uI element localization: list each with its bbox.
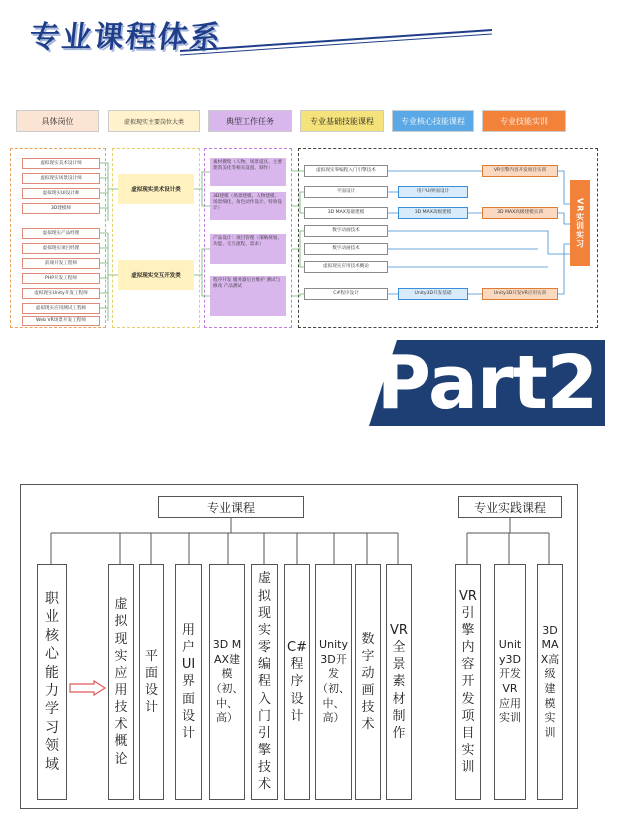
root-practice: 专业实践课程: [458, 496, 562, 518]
task-item: 产品设计：项目管理（策略规划、功能、交互流程、需求）: [210, 234, 286, 264]
core-area-box: 职业核心能力学习领域: [37, 564, 67, 800]
task-item: 素材搜集（人物、场景道具、主要建筑美化等相关设置、制作）: [210, 158, 286, 186]
position-item: 虚拟现实Unity开发工程师: [22, 288, 100, 299]
header-training: 专业技能实训: [482, 110, 566, 132]
foundation-course: 平面设计: [304, 186, 388, 198]
position-item: 虚拟现实美术设计师: [22, 158, 100, 169]
header-positions: 具体岗位: [16, 110, 99, 132]
position-item: 虚拟现实应用测试工程师: [22, 303, 100, 314]
core-course: 用户UI界面设计: [398, 186, 468, 198]
practice-column: Unity3D开发VR应用实训: [494, 564, 526, 800]
arrow-right-icon: [68, 680, 108, 696]
header-categories: 虚拟现实主要岗位大类: [108, 110, 200, 132]
course-column: 虚拟现实零编程入门引擎技术: [251, 564, 278, 800]
category-dev: 虚拟现实交互开发类: [118, 260, 194, 290]
root-courses: 专业课程: [158, 496, 304, 518]
foundation-course: 虚拟现实零编程入门引擎技术: [304, 165, 388, 177]
position-item: 虚拟现实项目经理: [22, 243, 100, 254]
core-course: 3D MAX高级建模: [398, 207, 468, 219]
course-column: VR全景素材制作: [386, 564, 412, 800]
task-item: 程序开发 服务器后台维护 测试与修改 产品测试: [210, 276, 286, 316]
course-column: 数字动画技术: [355, 564, 381, 800]
position-item: 虚拟现实场景设计师: [22, 173, 100, 184]
position-item: 前端开发工程师: [22, 258, 100, 269]
foundation-course: 数字动画技术: [304, 225, 388, 237]
task-item: 3D建模（场景建模、人物建模、场景细化、角色动作设计、特效设计）: [210, 192, 286, 220]
position-item: 虚拟现实UI设计师: [22, 188, 100, 199]
category-art: 虚拟现实美术设计类: [118, 174, 194, 204]
header-tasks: 典型工作任务: [208, 110, 292, 132]
vr-training-box: VR实训实习: [570, 180, 590, 266]
header-core: 专业核心技能课程: [392, 110, 474, 132]
training-course: VR引擎内容开发项目实训: [482, 165, 558, 177]
foundation-course: 虚拟现实应用技术概论: [304, 261, 388, 273]
position-item: 3D建模师: [22, 203, 100, 214]
course-column: Unity3D开发（初、中、高）: [315, 564, 352, 800]
training-course: 3D MAX高级建模实训: [482, 207, 558, 219]
page-title: 专业课程体系: [27, 20, 224, 55]
position-item: 虚拟现实产品经理: [22, 228, 100, 239]
position-item: PHP开发工程师: [22, 273, 100, 284]
foundation-course: 数字动画技术: [304, 243, 388, 255]
training-course: Unity3D开发VR应用实训: [482, 288, 558, 300]
foundation-course: C#程序设计: [304, 288, 388, 300]
part-label: Part2: [376, 340, 598, 426]
course-column: 平面设计: [139, 564, 164, 800]
course-column: 用户UI界面设计: [175, 564, 202, 800]
practice-column: VR引擎内容开发项目实训: [455, 564, 481, 800]
header-foundation: 专业基础技能课程: [300, 110, 384, 132]
position-item: Web VR场景开发工程师: [22, 316, 100, 326]
core-course: Unity3D开发基础: [398, 288, 468, 300]
practice-column: 3D MAX高级建模实训: [537, 564, 563, 800]
course-column: 3D MAX建模（初、中、高）: [209, 564, 245, 800]
foundation-course: 3D MAX基础建模: [304, 207, 388, 219]
course-column: 虚拟现实应用技术概论: [108, 564, 134, 800]
course-column: C#程序设计: [284, 564, 310, 800]
